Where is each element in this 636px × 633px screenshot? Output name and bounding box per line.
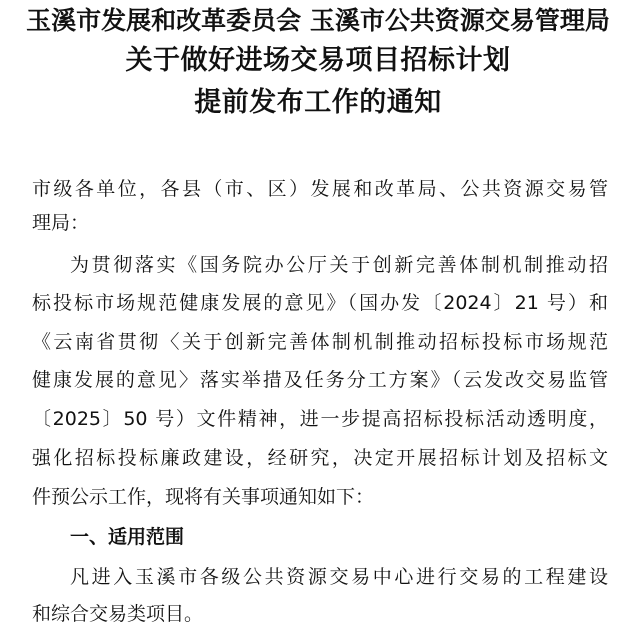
paragraph-1-line-1: 为贯彻落实《国务院办公厅关于创新完善体制机制推动招 bbox=[70, 254, 608, 276]
document-title-line-1: 玉溪市发展和改革委员会 玉溪市公共资源交易管理局 bbox=[26, 6, 610, 35]
paragraph-1-line-7: 件预公示工作，现将有关事项通知如下： bbox=[32, 486, 375, 508]
section-1-line-1: 凡进入玉溪市各级公共资源交易中心进行交易的工程建设 bbox=[70, 566, 608, 588]
salutation-line-2: 理局： bbox=[32, 212, 90, 234]
document-title-line-3: 提前发布工作的通知 bbox=[194, 87, 442, 118]
paragraph-1-line-5: 〔2025〕50 号）文件精神，进一步提高招标投标活动透明度， bbox=[32, 408, 608, 430]
document-title-line-2: 关于做好进场交易项目招标计划 bbox=[125, 45, 511, 76]
salutation-line-1: 市级各单位，各县（市、区）发展和改革局、公共资源交易管 bbox=[32, 178, 608, 200]
section-1-heading: 一、适用范围 bbox=[70, 526, 185, 548]
paragraph-1-line-2: 标投标市场规范健康发展的意见》（国办发〔2024〕21 号）和 bbox=[32, 292, 608, 314]
paragraph-1-line-6: 强化招标投标廉政建设，经研究，决定开展招标计划及招标文 bbox=[32, 447, 608, 469]
paragraph-1-line-3: 《云南省贯彻〈关于创新完善体制机制推动招标投标市场规范 bbox=[32, 331, 608, 353]
section-1-line-2: 和综合交易类项目。 bbox=[32, 603, 204, 625]
paragraph-1-line-4: 健康发展的意见〉落实举措及任务分工方案》（云发改交易监管 bbox=[32, 369, 608, 391]
